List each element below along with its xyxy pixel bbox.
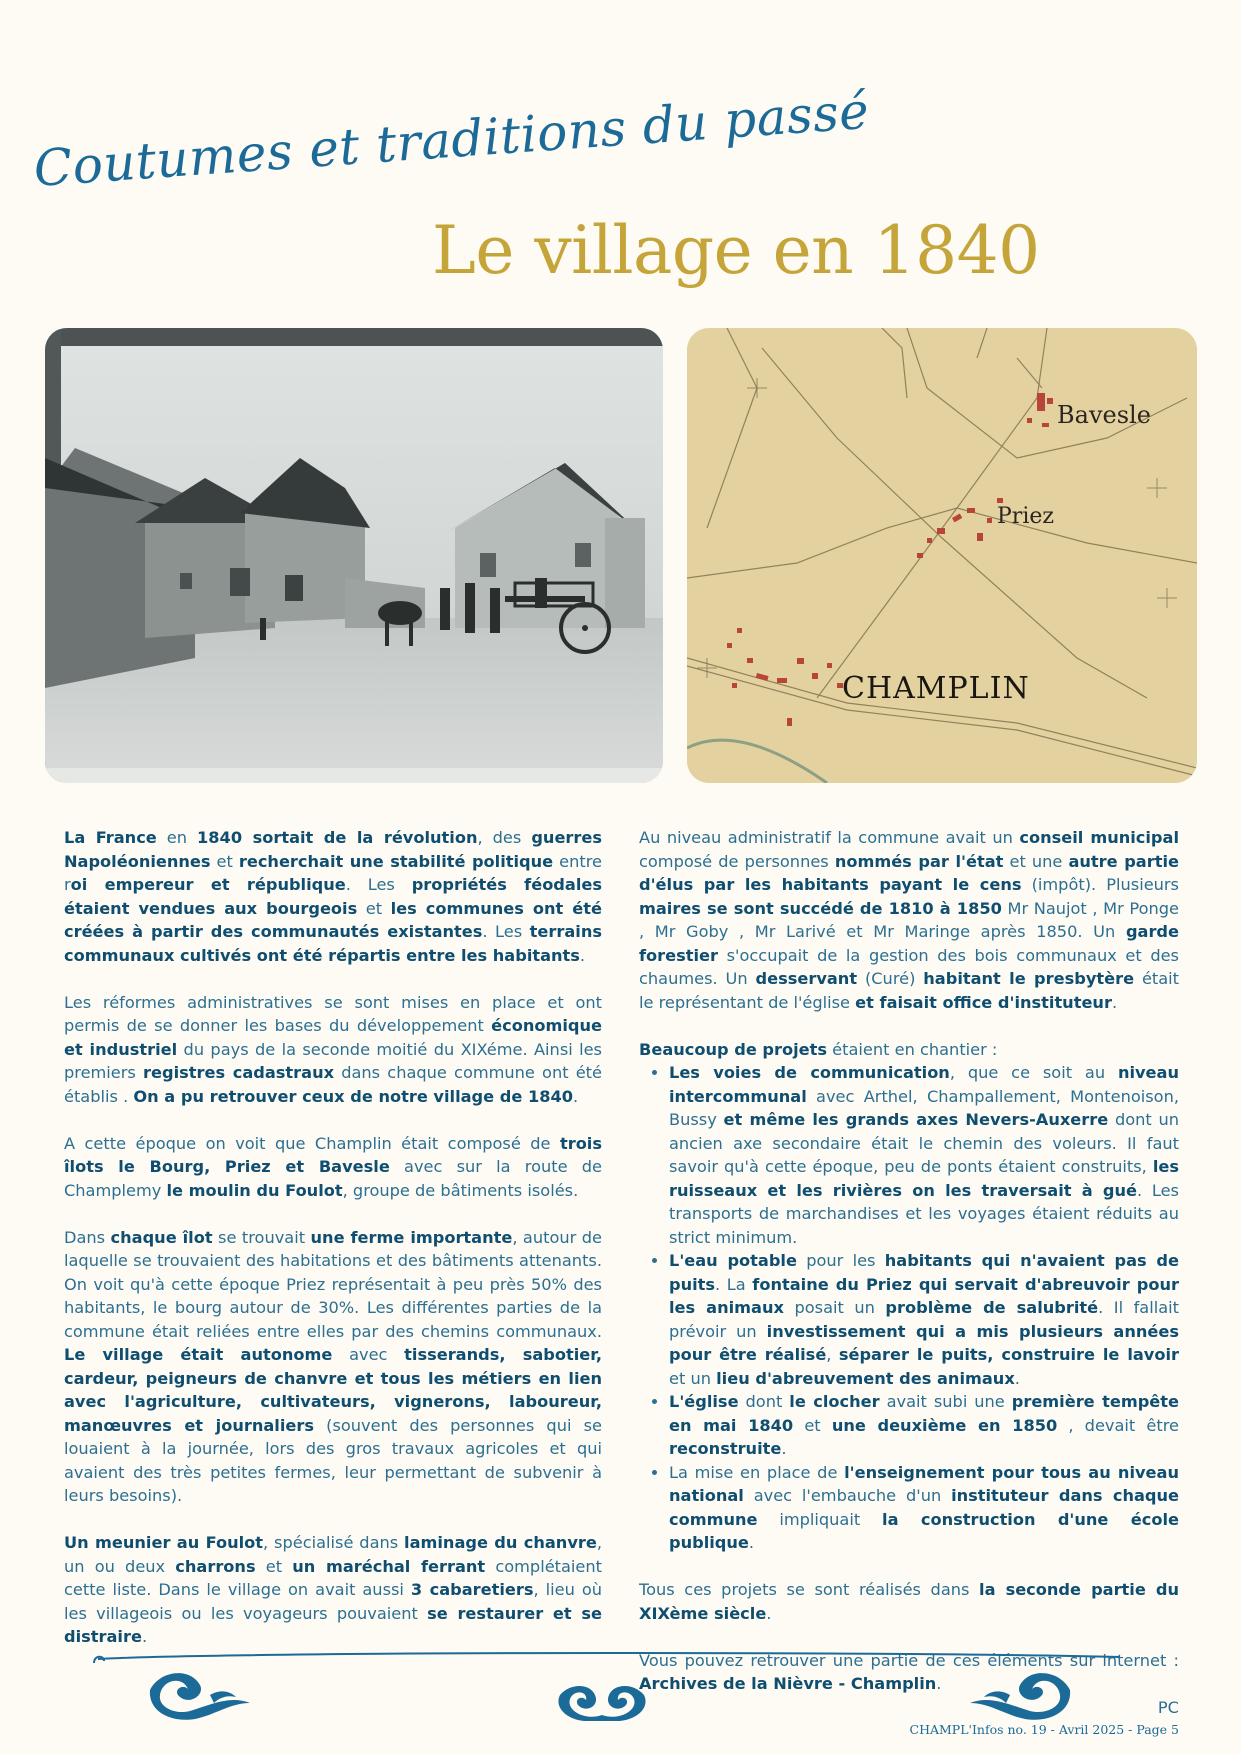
emphasis-text: un maréchal ferrant [292, 1556, 486, 1576]
body-text: Les réformes administratives se sont mises en place et ont permis de se donner les bases du développement [64, 992, 602, 1035]
emphasis-text: se restaurer et se distraire [64, 1603, 602, 1646]
emphasis-text: La France [64, 828, 157, 847]
body-text: . Les transports de marchandises et les voyages étaient réduits au strict minimum. [669, 1180, 1179, 1247]
body-text: impliquait [757, 1509, 883, 1529]
emphasis-text: Un meunier au Foulot [64, 1533, 264, 1552]
body-text: était le représentant de l'église [639, 969, 1180, 1012]
emphasis-text: reconstruite [669, 1439, 782, 1458]
body-text: avec Arthel, Champallement, Montenoison, Bussy [669, 1086, 1179, 1129]
body-text: et [793, 1415, 832, 1435]
body-text: , des [477, 828, 532, 847]
emphasis-text: Archives de la Nièvre - Champlin [639, 1674, 937, 1693]
emphasis-text: le clocher [789, 1392, 880, 1411]
body-text: posait un [783, 1298, 886, 1317]
emphasis-text: propriétés féodales étaient vendues aux bourgeois [64, 875, 602, 918]
body-text: s'occupait de la gestion des bois communaux et des chaumes. Un [639, 945, 1179, 988]
emphasis-text: problème de salubrité [885, 1298, 1099, 1317]
body-text: . Les [482, 922, 530, 941]
emphasis-text: les communes ont été créées à partir des communautés existantes [64, 898, 602, 941]
emphasis-text: Les voies de communication [669, 1063, 950, 1082]
section-script-title: Coutumes et traditions du passé [31, 81, 872, 198]
body-text: (souvent des personnes qui se louaient à la journée, lors des gros travaux agricoles et qui avaient des très petites fermes, leur permettant de subvenir à leurs besoins). [64, 1415, 602, 1505]
left-text-column [64, 826, 602, 1672]
body-text: Tous ces projets se sont réalisés dans [639, 1580, 980, 1599]
body-text: étaient en chantier : [827, 1039, 998, 1059]
body-text: . [573, 1086, 579, 1106]
body-text: dont [738, 1392, 790, 1411]
emphasis-text: Beaucoup de projets [639, 1039, 828, 1059]
body-text: dont un ancien axe secondaire était le chemin des voleurs. Il faut savoir qu'à cette époque, peu de ponts étaient construits, [669, 1110, 1179, 1176]
body-text: A cette époque on voit que Champlin était composé de [64, 1133, 560, 1153]
body-text: . [1014, 1368, 1020, 1388]
body-text: . [1111, 992, 1118, 1012]
body-text: , un ou deux [64, 1533, 603, 1576]
body-text: . La [715, 1274, 753, 1294]
paragraph-france-1840 [64, 826, 602, 967]
emphasis-text: garde forestier [639, 922, 1179, 965]
body-text: pour les [796, 1251, 885, 1270]
emphasis-text: Le village était autonome [64, 1345, 333, 1364]
body-text: Au niveau administratif la commune avait un [639, 828, 1020, 847]
projects-list [639, 1061, 1179, 1555]
body-text: et une [1003, 851, 1069, 871]
emphasis-text: terrains communaux cultivés ont été répartis entre les habitants [64, 922, 602, 965]
list-item [669, 1461, 1179, 1555]
emphasis-text: 3 cabaretiers [410, 1580, 534, 1599]
emphasis-text: chaque îlot [110, 1227, 213, 1247]
body-text: . [141, 1627, 148, 1646]
emphasis-text: l'enseignement pour tous au niveau national [669, 1462, 1179, 1505]
emphasis-text: nommés par l'état [834, 851, 1004, 871]
emphasis-text: une deuxième en 1850 [831, 1415, 1058, 1435]
paragraph-ilots [64, 1132, 602, 1203]
emphasis-text: L'eau potable [669, 1251, 797, 1270]
body-text: . [748, 1533, 755, 1552]
body-text: Dans [64, 1227, 111, 1247]
body-text: et un [669, 1368, 717, 1388]
body-text: du pays de la seconde moitié du XIXéme. Ainsi les premiers [64, 1039, 602, 1082]
emphasis-text: 1840 sortait de la révolution [197, 828, 478, 847]
author-signature: PC [1157, 1697, 1179, 1717]
emphasis-text: desservant [755, 969, 858, 988]
emphasis-text: et même les grands axes Nevers-Auxerre [723, 1110, 1109, 1129]
body-text: et [210, 851, 239, 871]
emphasis-text: habitant le presbytère [923, 969, 1135, 988]
emphasis-text: instituteur dans chaque commune [669, 1486, 1179, 1529]
body-text: avec sur la route de Champlemy [64, 1157, 603, 1200]
emphasis-text: première tempête en mai 1840 [669, 1392, 1179, 1435]
emphasis-text: laminage du chanvre [404, 1533, 597, 1552]
body-text: se trouvait [212, 1227, 311, 1247]
paragraph-realises [639, 1578, 1179, 1625]
decorative-ornament [90, 1645, 1130, 1723]
emphasis-text: investissement qui a mis plusieurs années pour être réalisé [669, 1321, 1179, 1364]
emphasis-text: oi empereur et république [70, 875, 346, 894]
emphasis-text: autre partie d'élus par les habitants payant le cens [639, 851, 1179, 894]
body-text: et [357, 898, 391, 918]
emphasis-text: les ruisseaux et les rivières on les traversait à gué [669, 1157, 1179, 1200]
emphasis-text: séparer le puits, construire le lavoir [838, 1345, 1179, 1364]
emphasis-text: la construction d'une école publique [669, 1509, 1179, 1552]
body-text: , lieu où les villageois ou les voyageurs pouvaient [64, 1580, 602, 1623]
emphasis-text: économique et industriel [64, 1016, 602, 1059]
body-text: , spécialisé dans [263, 1533, 405, 1552]
emphasis-text: habitants qui n'avaient pas de puits [669, 1251, 1179, 1294]
body-text: dans chaque commune ont été établis . [64, 1063, 602, 1106]
page-footer: CHAMPL'Infos no. 19 - Avril 2025 - Page 5 [909, 1722, 1179, 1737]
emphasis-text: et faisait office d'instituteur [855, 992, 1112, 1012]
body-text: . [781, 1439, 787, 1458]
paragraph-administratif [639, 826, 1179, 1014]
right-text-column [639, 826, 1179, 1743]
map-label-priez: Priez [997, 504, 1054, 529]
village-street-photo [45, 328, 663, 783]
body-text: . [936, 1674, 942, 1693]
paragraph-reformes [64, 991, 602, 1109]
body-text: (impôt). Plusieurs [1021, 875, 1179, 894]
body-text: en [156, 828, 198, 847]
body-text: La mise en place de [669, 1462, 845, 1482]
body-text: . Les [345, 875, 412, 894]
body-text: , que ce soit au [949, 1063, 1118, 1082]
body-text: entre r [64, 851, 602, 894]
emphasis-text: la seconde partie du XIXème siècle [639, 1580, 1180, 1623]
emphasis-text: registres cadastraux [143, 1063, 335, 1082]
emphasis-text: guerres Napoléoniennes [64, 828, 603, 871]
body-text: . Il fallait prévoir un [669, 1298, 1179, 1341]
body-text: avec l'embauche d'un [743, 1486, 952, 1505]
emphasis-text: une ferme importante [310, 1227, 513, 1247]
body-text: complétaient cette liste. Dans le village on avait aussi [64, 1556, 602, 1599]
emphasis-text: recherchait une stabilité politique [238, 851, 554, 871]
emphasis-text: tisserands, sabotier, cardeur, peigneurs de chanvre et tous les métiers en lien avec l'agriculture, cultivateurs, vignerons, laboureur, manœuvres et journaliers [64, 1345, 602, 1435]
list-item [669, 1390, 1179, 1461]
body-text: . [766, 1603, 772, 1623]
projects-intro [639, 1038, 1179, 1062]
page-title: Le village en 1840 [432, 212, 1040, 289]
emphasis-text: niveau intercommunal [669, 1063, 1179, 1106]
emphasis-text: maires se sont succédé de 1810 à 1850 [639, 898, 1002, 918]
body-text: avec [332, 1345, 405, 1364]
list-item [669, 1249, 1179, 1390]
map-label-bavesle: Bavesle [1057, 401, 1151, 429]
emphasis-text: le moulin du Foulot [166, 1180, 343, 1200]
body-text: composé de personnes [639, 851, 835, 871]
paragraph-meunier [64, 1531, 602, 1649]
cadastral-map [687, 328, 1197, 783]
body-text: et [255, 1556, 293, 1576]
body-text: (Curé) [857, 969, 924, 988]
map-label-champlin: CHAMPLIN [842, 671, 1030, 706]
emphasis-text: trois îlots le Bourg, Priez et Bavesle [64, 1133, 602, 1176]
body-text: . [579, 945, 586, 965]
emphasis-text: L'église [669, 1392, 739, 1411]
emphasis-text: conseil municipal [1019, 828, 1179, 847]
body-text: , [826, 1345, 839, 1364]
body-text: , devait être [1057, 1415, 1179, 1435]
body-text: Vous pouvez retrouver une partie de ces éléments sur internet : [639, 1650, 1179, 1670]
emphasis-text: charrons [175, 1556, 256, 1576]
emphasis-text: fontaine du Priez qui servait d'abreuvoir pour les animaux [669, 1274, 1179, 1317]
list-item [669, 1061, 1179, 1249]
body-text: , autour de laquelle se trouvaient des habitations et des bâtiments attenants. On voit qu'à cette époque Priez représentait à peu près 50% des habitants, le bourg autour de 30%. Les différentes parties de la commune était reliées entre elles par des chemins communaux. [64, 1227, 602, 1341]
paragraph-fermes [64, 1226, 602, 1508]
body-text: Mr Naujot , Mr Ponge , Mr Goby , Mr Larivé et Mr Maringe après 1850. Un [639, 898, 1179, 941]
body-text: avait subi une [879, 1392, 1012, 1411]
emphasis-text: lieu d'abreuvement des animaux [716, 1368, 1015, 1388]
emphasis-text: On a pu retrouver ceux de notre village de 1840 [133, 1086, 574, 1106]
body-text: , groupe de bâtiments isolés. [342, 1180, 579, 1200]
